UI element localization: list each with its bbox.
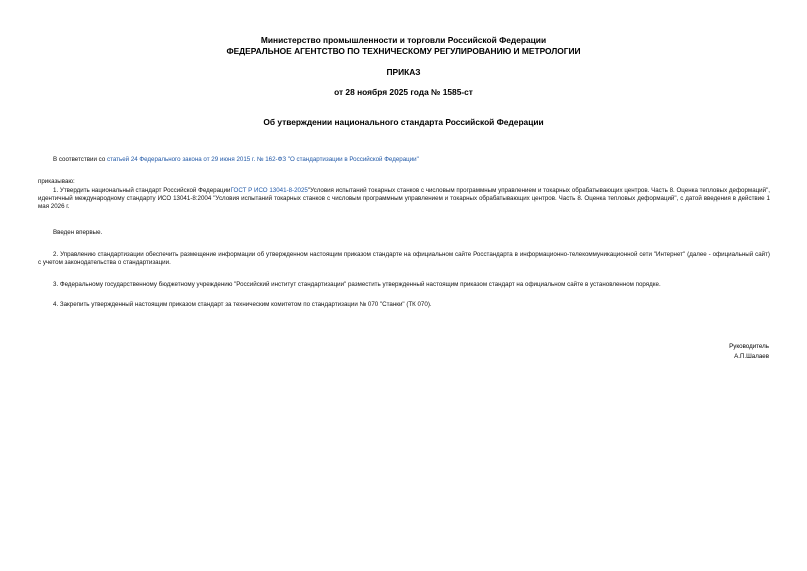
item-1-prefix: 1. Утвердить национальный стандарт Российской Федерации [53, 187, 231, 194]
intro-paragraph [53, 156, 419, 164]
federal-law-link[interactable]: статьей 24 Федерального закона от 29 июня 2015 г. № 162-ФЗ "О стандартизации в Российской Федерации" [106, 156, 419, 163]
item-3-paragraph: 3. Федеральному государственному бюджетному учреждению "Российский институт стандартизации" разместить утвержденный настоящим приказом стандарт на официальном сайте в установленном порядке. [53, 281, 661, 288]
document-date-number: от 28 ноября 2025 года № 1585-ст [334, 87, 473, 97]
item-2-paragraph: 2. Управлению стандартизации обеспечить размещение информации об утвержденном настоящим приказом стандарте на официальном сайте Росстандарта в информационно-телекоммуникационной сети "Интернет" (далее - официальный сайт) с учетом законодательства о стандартизации. [38, 251, 770, 267]
item-4-paragraph: 4. Закрепить утвержденный настоящим приказом стандарт за техническим комитетом по стандартизации № 070 "Станки" (ТК 070). [53, 301, 432, 308]
intro-prefix: В соответствии со [53, 156, 107, 163]
document-title: Об утверждении национального стандарта Российской Федерации [263, 117, 544, 127]
agency-heading: ФЕДЕРАЛЬНОЕ АГЕНТСТВО ПО ТЕХНИЧЕСКОМУ РЕГУЛИРОВАНИЮ И МЕТРОЛОГИИ [226, 46, 581, 56]
ministry-heading: Министерство промышленности и торговли Российской Федерации [260, 35, 547, 45]
item-1-rest: "Условия испытаний токарных станков с числовым программным управлением и токарных обрабатывающих центров. Часть 8. Оценка тепловых деформаций", идентичный международному стандарту ИСО 13041-8:2004 "Условия испытаний токарных станков с числовым программным управлением и токарных обрабатывающих центров. Часть 8. Оценка тепловых деформаций", с датой введения в действие 1 мая 2026 г. [38, 187, 771, 211]
signatory-position: Руководитель [729, 343, 769, 350]
order-word: приказываю: [38, 178, 75, 185]
document-type: ПРИКАЗ [386, 67, 421, 77]
item-1-paragraph [38, 187, 770, 212]
gost-standard-link[interactable]: ГОСТ Р ИСО 13041-8-2025 [230, 187, 308, 194]
signatory-name: А.П.Шалаев [734, 353, 769, 360]
introduced-first-note: Введен впервые. [53, 229, 103, 236]
